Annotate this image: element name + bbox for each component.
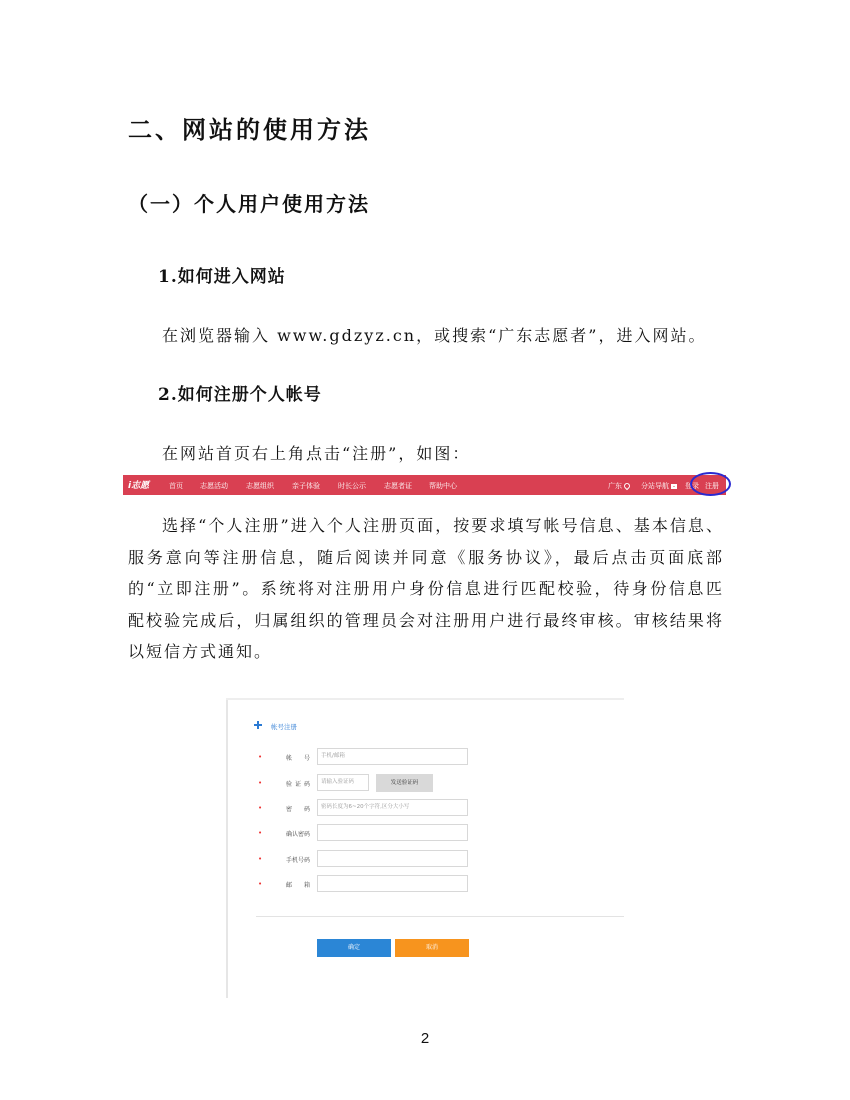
step1-text: 在浏览器输入 www.gdzyz.cn，或搜索“广东志愿者”，进入网站。 (162, 326, 707, 345)
send-code-button[interactable]: 发送验证码 (376, 774, 433, 792)
section-heading: 二、网站的使用方法 (128, 115, 371, 144)
plus-icon (254, 721, 262, 729)
region-selector[interactable] (608, 481, 630, 491)
form-row-code (256, 774, 616, 792)
subsection-heading: （一）个人用户使用方法 (128, 192, 370, 216)
screenshot-edge (226, 698, 228, 998)
nav-item-family[interactable]: 亲子体验 (292, 482, 320, 490)
email-input[interactable] (317, 875, 468, 892)
confirm-password-input[interactable] (317, 824, 468, 841)
grid-icon (671, 484, 677, 489)
register-highlight-circle (690, 472, 731, 496)
account-input[interactable]: 手机/邮箱 (317, 748, 468, 765)
required-mark: • (258, 753, 263, 761)
step1-title: 1.如何进入网站 (158, 267, 286, 287)
form-row-account (256, 748, 616, 766)
login-link[interactable]: 登录 (685, 482, 699, 490)
password-input[interactable]: 密码长度为6~20个字符,区分大小写 (317, 799, 468, 816)
required-mark: • (258, 779, 263, 787)
nav-item-help[interactable]: 帮助中心 (429, 482, 457, 490)
form-row-password (256, 799, 616, 817)
region-label: 广东 (608, 482, 622, 490)
form-divider (256, 916, 624, 917)
form-section-title: 帐号注册 (271, 723, 297, 731)
password-label: 密 码 (286, 806, 314, 813)
required-mark: • (258, 804, 263, 812)
register-link[interactable]: 注册 (705, 482, 719, 490)
required-mark: • (258, 829, 263, 837)
site-nav-menu[interactable] (641, 481, 677, 491)
nav-item-certificate[interactable]: 志愿者证 (384, 482, 412, 490)
site-logo: i志愿 (128, 481, 150, 491)
form-row-phone (256, 850, 616, 868)
site-navbar-screenshot (123, 475, 726, 495)
required-mark: • (258, 855, 263, 863)
location-pin-icon (623, 482, 631, 490)
email-label: 邮 箱 (286, 882, 314, 889)
page-number: 2 (420, 1030, 430, 1047)
screenshot-edge (226, 698, 624, 700)
form-row-email (256, 875, 616, 893)
account-label: 帐 号 (286, 755, 314, 762)
required-mark: • (258, 880, 263, 888)
cancel-button[interactable]: 取消 (395, 939, 469, 957)
confirm-password-label: 确认密码 (286, 831, 311, 838)
nav-item-hours[interactable]: 时长公示 (338, 482, 366, 490)
code-label: 验证码 (286, 781, 314, 788)
nav-item-organizations[interactable]: 志愿组织 (246, 482, 274, 490)
code-input[interactable]: 请输入验证码 (317, 774, 369, 791)
step2-intro-text: 在网站首页右上角点击“注册”，如图： (162, 444, 471, 463)
step2-title: 2.如何注册个人帐号 (158, 385, 322, 405)
phone-label: 手机号码 (286, 857, 311, 864)
confirm-button[interactable]: 确定 (317, 939, 391, 957)
registration-form-screenshot (226, 698, 624, 998)
phone-input[interactable] (317, 850, 468, 867)
nav-item-home[interactable]: 首页 (169, 482, 183, 490)
nav-item-activities[interactable]: 志愿活动 (200, 482, 228, 490)
site-nav-label: 分站导航 (641, 482, 669, 490)
step2-instructions: 选择“个人注册”进入个人注册页面，按要求填写帐号信息、基本信息、服务意向等注册信息，随后阅读并同意《服务协议》，最后点击页面底部的“立即注册”。系统将对注册用户身份信息进行匹配校验，待身份信息匹配校验完成后，归属组织的管理员会对注册用户进行最终审核。审核结果将以短信方式通知。 (128, 516, 724, 661)
form-row-confirm-password (256, 824, 616, 842)
